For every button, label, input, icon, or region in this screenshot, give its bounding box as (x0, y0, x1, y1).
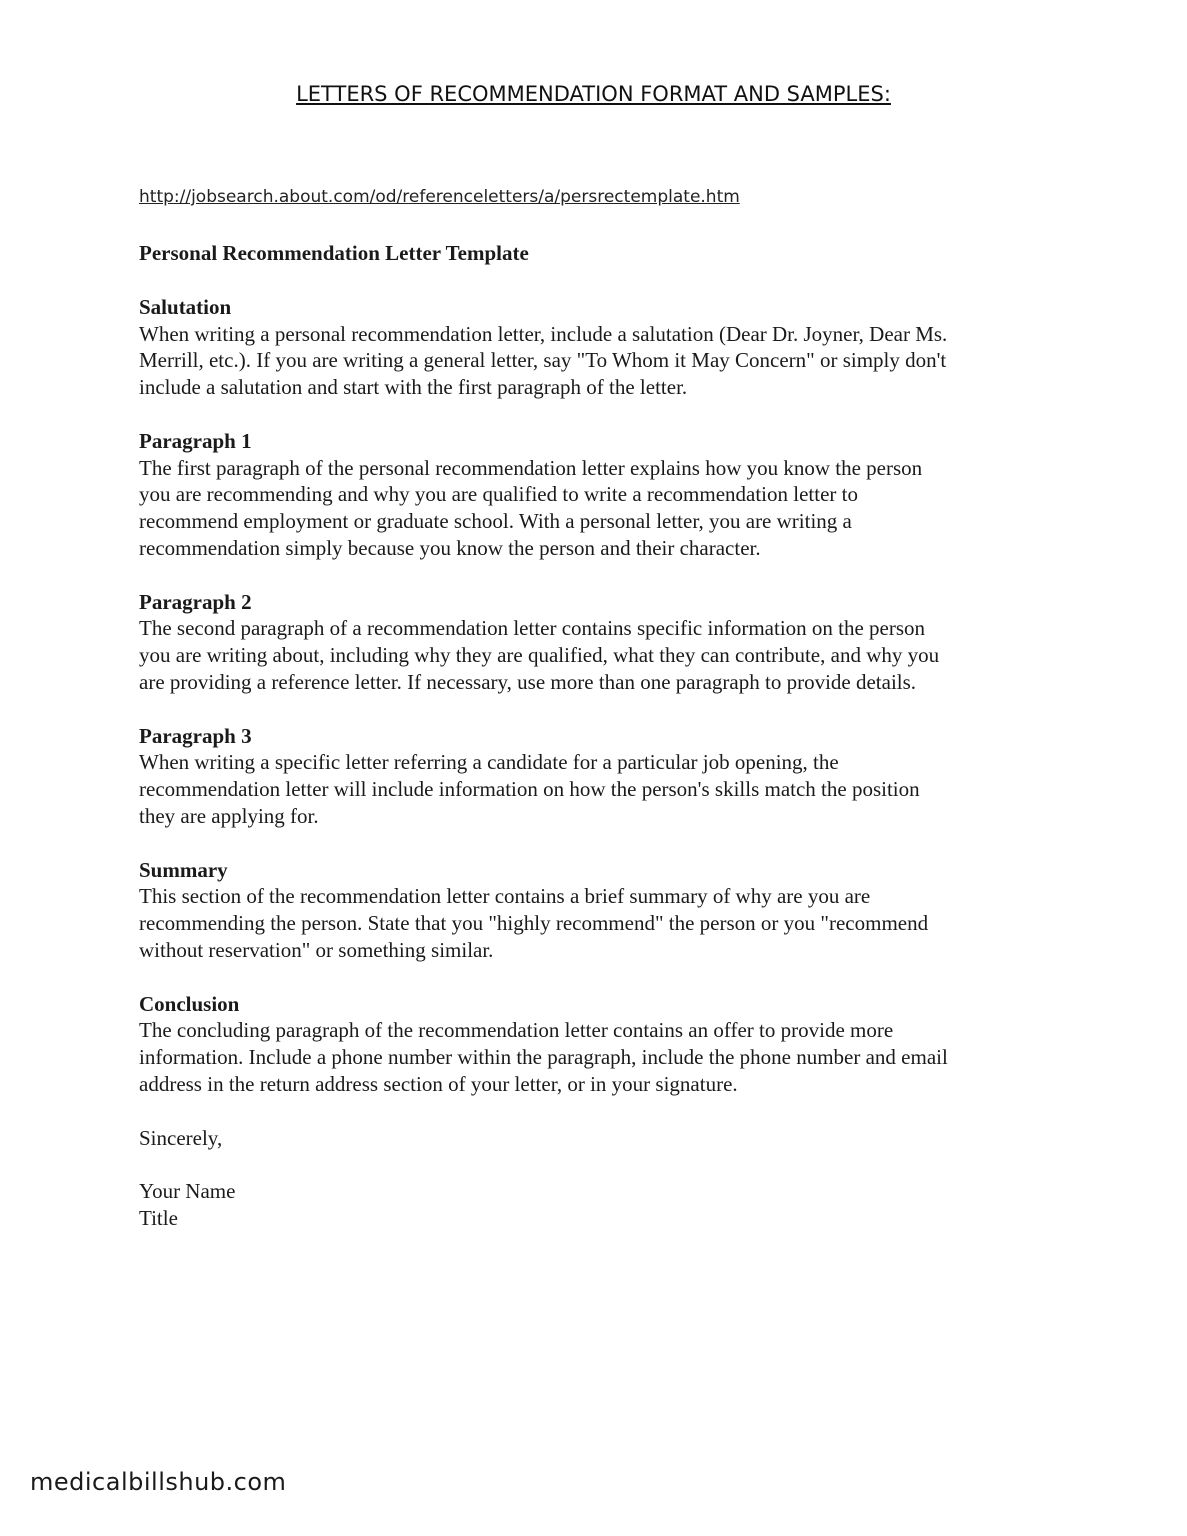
section-heading: Salutation (139, 294, 232, 319)
template-heading: Personal Recommendation Letter Template (139, 241, 529, 265)
text-line: recommending the person. State that you "highly recommend" the person or you "recommend (139, 911, 929, 936)
text-line: address in the return address section of your letter, or in your signature. (139, 1071, 738, 1096)
text-line: When writing a personal recommendation letter, include a salutation (Dear Dr. Joyner, Dear Ms. (139, 321, 948, 346)
text-line: recommendation simply because you know the person and their character. (139, 535, 761, 560)
text-line: recommendation letter will include information on how the person's skills match the position (139, 777, 920, 802)
text-line: include a salutation and start with the first paragraph of the letter. (139, 375, 688, 400)
section-paragraph-2 (139, 589, 1059, 696)
section-paragraph-1 (139, 428, 1059, 562)
section-text (139, 321, 1059, 401)
section-text (139, 883, 1059, 963)
section-text (139, 455, 1059, 562)
signature-title: Title (139, 1205, 178, 1230)
section-heading: Paragraph 3 (139, 723, 252, 748)
text-line: When writing a specific letter referring a candidate for a particular job opening, the (139, 750, 839, 775)
signature-name: Your Name (139, 1179, 236, 1204)
text-line: you are recommending and why you are qualified to write a recommendation letter to (139, 482, 858, 507)
section-paragraph-3 (139, 723, 1059, 830)
text-line: This section of the recommendation letter contains a brief summary of why are you are (139, 884, 871, 909)
section-text (139, 749, 1059, 829)
text-line: without reservation" or something similar. (139, 937, 494, 962)
document-title: LETTERS OF RECOMMENDATION FORMAT AND SAMPLES: (296, 82, 891, 106)
text-line: are providing a reference letter. If necessary, use more than one paragraph to provide details. (139, 669, 917, 694)
section-conclusion (139, 991, 1059, 1098)
section-summary (139, 857, 1059, 964)
text-line: Merrill, etc.). If you are writing a general letter, say "To Whom it May Concern" or simply don't (139, 348, 947, 373)
site-watermark: medicalbillshub.com (30, 1468, 287, 1496)
section-text (139, 1017, 1059, 1097)
text-line: information. Include a phone number within the paragraph, include the phone number and email (139, 1045, 948, 1070)
text-line: recommend employment or graduate school. With a personal letter, you are writing a (139, 509, 852, 534)
text-line: you are writing about, including why they are qualified, what they can contribute, and why you (139, 643, 940, 668)
section-text (139, 615, 1059, 695)
signature-block (139, 1178, 1059, 1232)
section-heading: Summary (139, 857, 228, 882)
section-heading: Paragraph 1 (139, 428, 252, 453)
text-line: The first paragraph of the personal recommendation letter explains how you know the person (139, 455, 923, 480)
letter-template-body (139, 240, 1059, 1232)
section-heading: Conclusion (139, 991, 240, 1016)
text-line: they are applying for. (139, 803, 319, 828)
text-line: The second paragraph of a recommendation letter contains specific information on the person (139, 616, 926, 641)
text-line: The concluding paragraph of the recommendation letter contains an offer to provide more (139, 1018, 894, 1043)
closing-salutation: Sincerely, (139, 1125, 223, 1150)
section-heading: Paragraph 2 (139, 589, 252, 614)
source-link[interactable]: http://jobsearch.about.com/od/referenceletters/a/persrectemplate.htm (139, 187, 740, 207)
section-salutation (139, 294, 1059, 401)
